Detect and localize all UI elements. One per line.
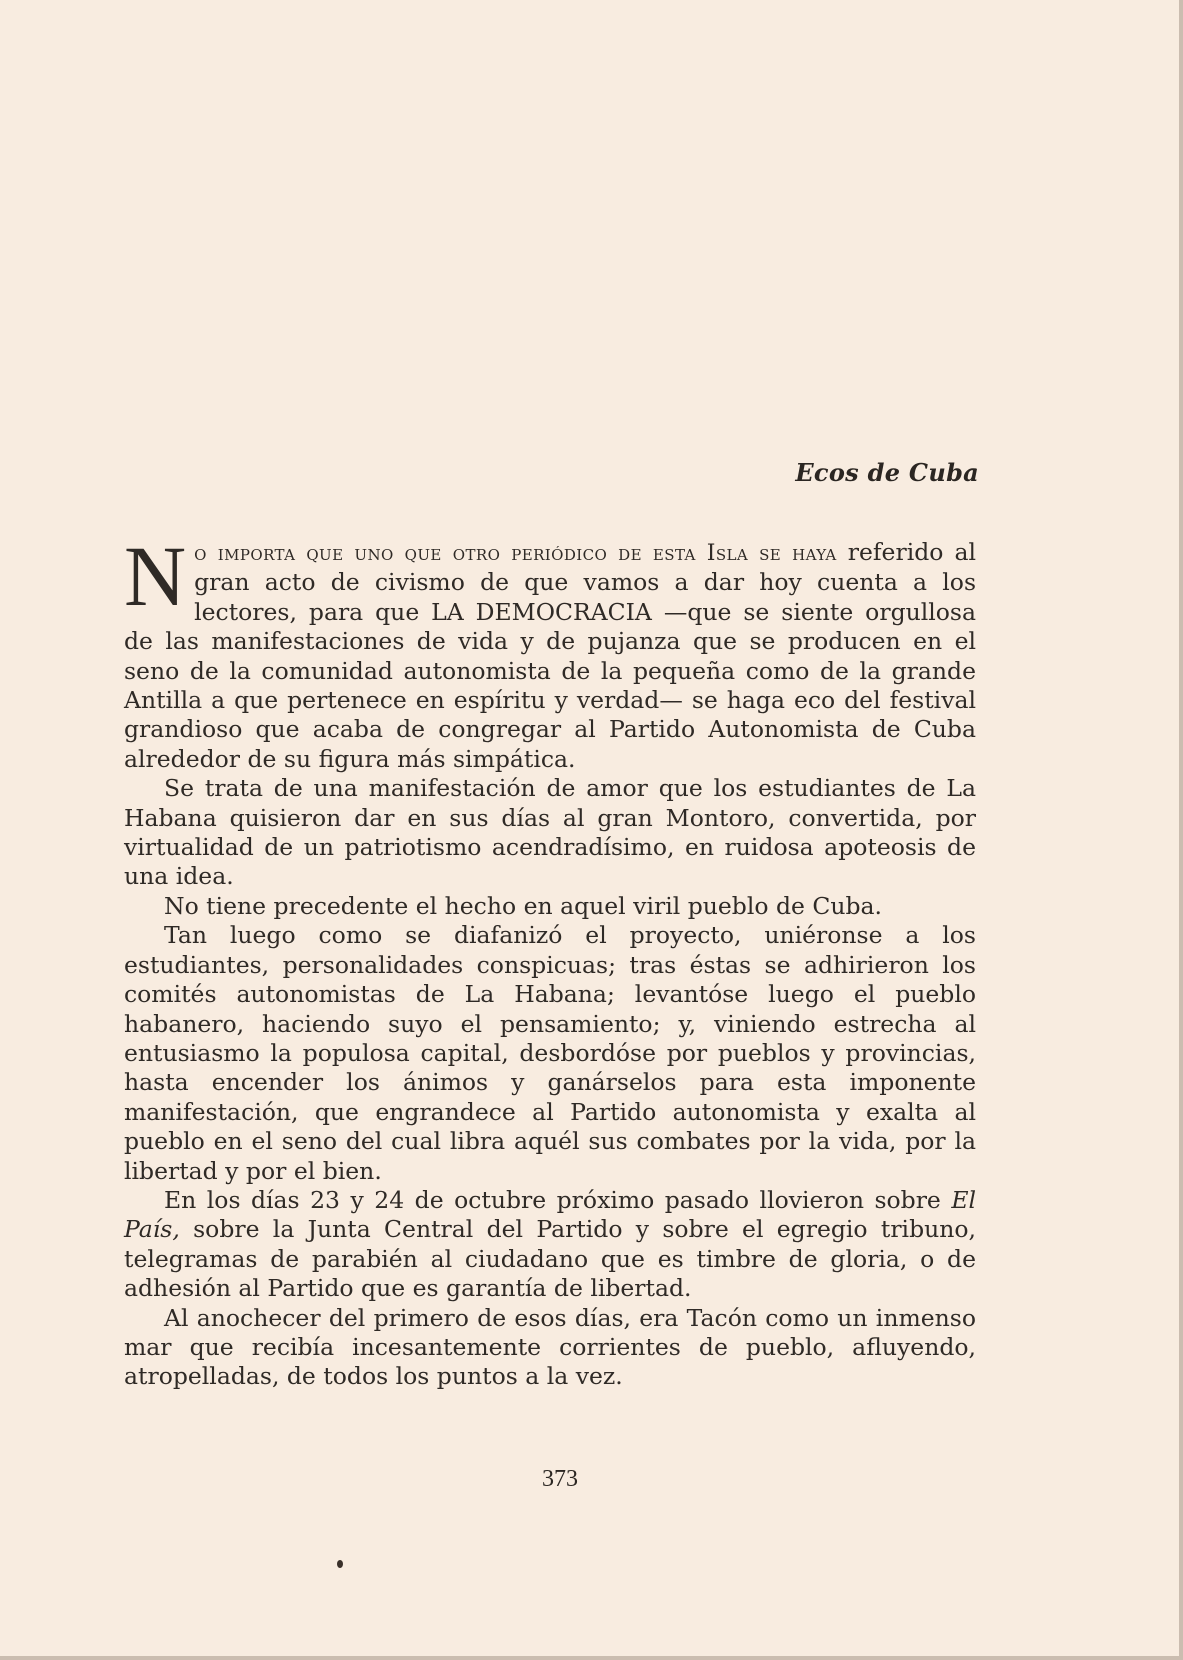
article-body (124, 528, 977, 1392)
paragraph-1-text: referido al gran acto de civismo de que vamos a dar hoy cuenta a los lectores, para que LA DEMOCRACIA —que se siente orgullosa de las manifestaciones de vida y de pujanza que se producen en el seno de la comunidad autonomista de la pequeña como de la grande Antilla a que pertenece en espíritu y verdad— se haga eco del festival grandioso que acaba de congregar al Partido Autonomista de Cuba alrededor de su figura más simpática. (124, 538, 977, 773)
paragraph-4: Tan luego como se diafanizó el proyecto, uniéronse a los estudiantes, personalidades conspicuas; tras éstas se adhirieron los comités autonomistas de La Habana; levantóse luego el pueblo habanero, haciendo suyo el pensamiento; y, viniendo estrecha al entusiasmo la populosa capital, desbordóse por pueblos y provincias, hasta encender los ánimos y ganárselos para esta imponente manifestación, que engrandece al Partido autonomista y exalta al pueblo en el seno del cual libra aquél sus combates por la vida, por la libertad y por el bien. (124, 921, 976, 1185)
newspaper-name: El País, (124, 1185, 976, 1244)
paragraph-6: Al anochecer del primero de esos días, era Tacón como un inmenso mar que recibía incesantemente corrientes de pueblo, afluyendo, atropelladas, de todos los puntos a la vez. (124, 1303, 976, 1391)
paragraph-5 (124, 1186, 976, 1304)
paragraph-3: No tiene precedente el hecho en aquel viril pueblo de Cuba. (164, 891, 883, 920)
paragraph-5-before: En los días 23 y 24 de octubre próximo pasado llovieron sobre (164, 1185, 952, 1214)
ink-speck (337, 1560, 343, 1568)
section-title: Ecos de Cuba (795, 458, 979, 487)
paragraph-5-after: sobre la Junta Central del Partido y sobre el egregio tribuno, telegramas de parabién al ciudadano que es timbre de gloria, o de adhesión al Partido que es garantía de libertad. (124, 1215, 976, 1303)
paragraph-2: Se trata de una manifestación de amor que los estudiantes de La Habana quisieron dar en sus días al gran Montoro, convertida, por virtualidad de un patriotismo acendradísimo, en ruidosa apoteosis de una idea. (124, 774, 976, 891)
paragraph-1 (124, 528, 977, 774)
lead-smallcaps: o importa que uno que otro periódico de esta Isla se haya (194, 541, 837, 566)
drop-cap: N (124, 528, 187, 624)
page-number: 373 (542, 1466, 578, 1492)
